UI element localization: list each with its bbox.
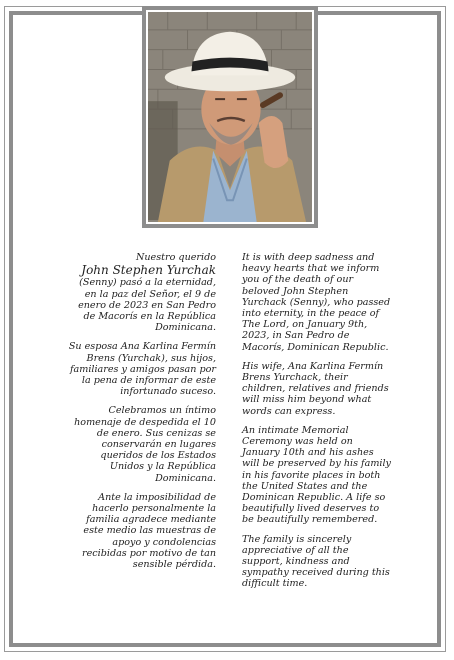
portrait-photo-icon: [148, 12, 312, 222]
portrait-photo: [142, 6, 318, 228]
english-paragraph-2: His wife, Ana Karlina Fermín Brens Yurchack, their children, relatives and friends will miss him beyond what words can express.: [242, 360, 389, 417]
spanish-column: [66, 252, 216, 578]
spanish-paragraph-4: Ante la imposibilidad de hacerlo personalmente la familia agradece mediante este medio las muestras de apoyo y condolencias recibidas por motivo de tan sensible pérdida.: [82, 491, 216, 571]
spanish-intro: Nuestro querido: [135, 252, 216, 263]
spanish-intro-rest: (Senny) pasó a la eternidad, en la paz del Señor, el 9 de enero de 2023 en San Pedro de Macorís en la República Dominicana.: [78, 277, 216, 334]
deceased-name: John Stephen Yurchak: [81, 263, 216, 278]
spanish-paragraph-2: Su esposa Ana Karlina Fermín Brens (Yurchak), sus hijos, familiares y amigos pasan por la pena de informar de este infortunado suceso.: [68, 341, 216, 398]
english-column: [242, 252, 392, 598]
spanish-paragraph-3: Celebramos un íntimo homenaje de despedida el 10 de enero. Sus cenizas se conservarán en lugares queridos de los Estados Unidos y la República Dominicana.: [74, 405, 216, 484]
spanish-paragraph-1: [66, 252, 216, 333]
english-paragraph-1: It is with deep sadness and heavy hearts that we inform you of the death of our beloved John Stephen Yurchack (Senny), who passed into eternity, in the peace of The Lord, on January 9th, 2023, in San Pedro de Macorís, Dominican Republic.: [242, 252, 391, 353]
english-paragraph-4: The family is sincerely appreciative of all the support, kindness and sympathy received during this difficult time.: [242, 533, 390, 590]
english-paragraph-3: An intimate Memorial Ceremony was held on January 10th and his ashes will be preserved by his family in his favorite places in both the United States and the Dominican Republic. A life so beautifully lived deserves to be beautifully remembered.: [242, 424, 391, 526]
